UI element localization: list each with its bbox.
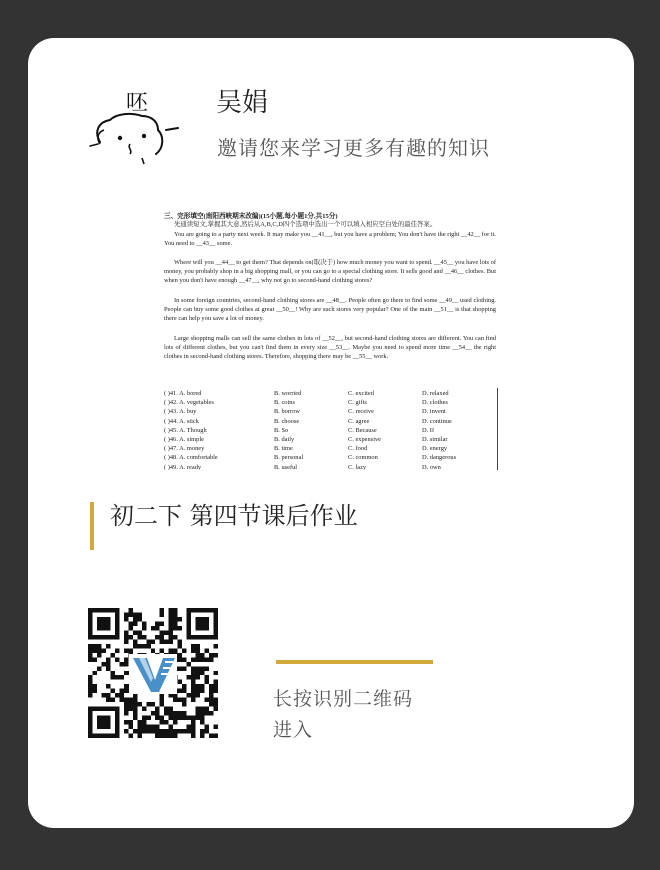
option-row bbox=[160, 454, 500, 463]
option-text: C. gifts bbox=[348, 399, 367, 407]
option-text: D. continue bbox=[422, 417, 452, 425]
option-text: C. common bbox=[348, 454, 378, 462]
option-text: ( )43. A. buy bbox=[164, 408, 197, 416]
option-text: B. So bbox=[274, 426, 289, 434]
option-text: C. Because bbox=[348, 426, 377, 434]
avatar-caption: 呸 bbox=[126, 91, 149, 116]
qr-finder-center bbox=[97, 617, 110, 630]
option-row bbox=[160, 390, 500, 399]
option-text: D. relaxed bbox=[422, 390, 449, 397]
option-row bbox=[160, 445, 500, 454]
option-text: B. time bbox=[274, 445, 293, 453]
invite-text: 邀请您来学习更多有趣的知识 bbox=[217, 136, 490, 160]
option-text: D. own bbox=[422, 463, 441, 470]
qr-finder-center bbox=[97, 716, 110, 729]
option-text: ( )46. A. simple bbox=[164, 436, 204, 443]
option-text: B. daily bbox=[274, 436, 295, 443]
divider bbox=[497, 388, 498, 470]
option-text: B. borrow bbox=[274, 408, 300, 416]
option-text: B. choose bbox=[274, 417, 300, 425]
hint-accent-line bbox=[276, 660, 433, 664]
option-text: C. excited bbox=[348, 390, 374, 397]
option-text: ( )41. A. bored bbox=[164, 390, 202, 397]
qr-finder-center bbox=[196, 617, 209, 630]
option-text: ( )48. A. comfortable bbox=[164, 454, 218, 462]
option-text: C. lazy bbox=[348, 463, 367, 470]
option-row bbox=[160, 464, 500, 470]
section-title: 初二下 第四节课后作业 bbox=[110, 502, 358, 530]
option-row bbox=[160, 427, 500, 436]
doc-paragraph: You are going to a party next week. It may make you __41__, but you have a problem; You don't have the right __42__ for it. You need to __43__ some. bbox=[164, 231, 496, 248]
option-text: C. expensive bbox=[348, 436, 382, 443]
logo-icon bbox=[129, 654, 177, 694]
option-text: B. useful bbox=[274, 463, 298, 470]
option-row bbox=[160, 418, 500, 427]
section-accent-bar bbox=[90, 502, 94, 550]
option-text: ( )47. A. money bbox=[164, 445, 205, 453]
option-row bbox=[160, 408, 500, 417]
option-text: B. personal bbox=[274, 454, 304, 462]
option-text: B. worried bbox=[274, 390, 302, 397]
option-text: ( )42. A. vegetables bbox=[164, 399, 214, 407]
option-text: D. energy bbox=[422, 445, 448, 453]
option-text: D. invent bbox=[422, 408, 446, 416]
qr-hint bbox=[273, 684, 413, 746]
doc-paragraph: In some foreign countries, second-hand clothing stores are __48__. People often go there to find some __49__ used clothing. People can buy some good clothes at great __50__! Why are such stores very popular? One of the main __51__ is that shopping there can help you save a lot of money. bbox=[164, 297, 496, 323]
qr-hint-line: 进入 bbox=[273, 719, 314, 741]
option-text: B. coins bbox=[274, 399, 295, 407]
option-row bbox=[160, 399, 500, 408]
option-text: C. receive bbox=[348, 408, 374, 416]
doc-instruction: 先通读短文,掌握其大意,然后从A,B,C,D四个选项中选出一个可以填入相应空白处的最佳答案。 bbox=[174, 221, 437, 228]
homework-preview-image bbox=[160, 210, 500, 470]
option-text: ( )44. A. stick bbox=[164, 417, 199, 425]
option-text: D. If bbox=[422, 426, 435, 434]
option-row bbox=[160, 436, 500, 445]
option-text: ( )49. A. ready bbox=[164, 463, 202, 470]
qr-hint-line: 长按识别二维码 bbox=[273, 688, 414, 710]
option-text: D. dangerous bbox=[422, 454, 457, 462]
user-name: 吴娟 bbox=[216, 88, 269, 118]
cartoon-face-icon bbox=[86, 86, 186, 176]
option-text: D. similar bbox=[422, 436, 448, 443]
share-card bbox=[28, 38, 634, 828]
option-text: C. agree bbox=[348, 417, 370, 425]
option-text: D. clothes bbox=[422, 399, 448, 407]
doc-paragraph: Large shopping malls can sell the same clothes in lots of __52__, but second-hand clothing stores are different. You can find lots of different clothes, but you can't find them in every size __53__. Maybe you need to spend more time __54__ the right clothes in second-hand clothing stores. Therefore, shopping there may be __55__ work. bbox=[164, 335, 496, 361]
option-text: ( )45. A. Though bbox=[164, 426, 207, 434]
doc-paragraph: Where will you __44__ to get them? That depends on(取决于) how much money you want to spend. __45__ you have lots of money, you probably shop in a big shopping mall, or you can go to a special clothing store. It sells good and __46__ clothes. But when you don't have enough __47__, why not go to second-hand clothing stores? bbox=[164, 259, 496, 285]
avatar bbox=[86, 86, 186, 176]
option-text: C. food bbox=[348, 445, 368, 453]
doc-heading: 三、完形填空(南阳西峡期末改编)(15小题,每小题1分,共15分) bbox=[164, 213, 338, 220]
